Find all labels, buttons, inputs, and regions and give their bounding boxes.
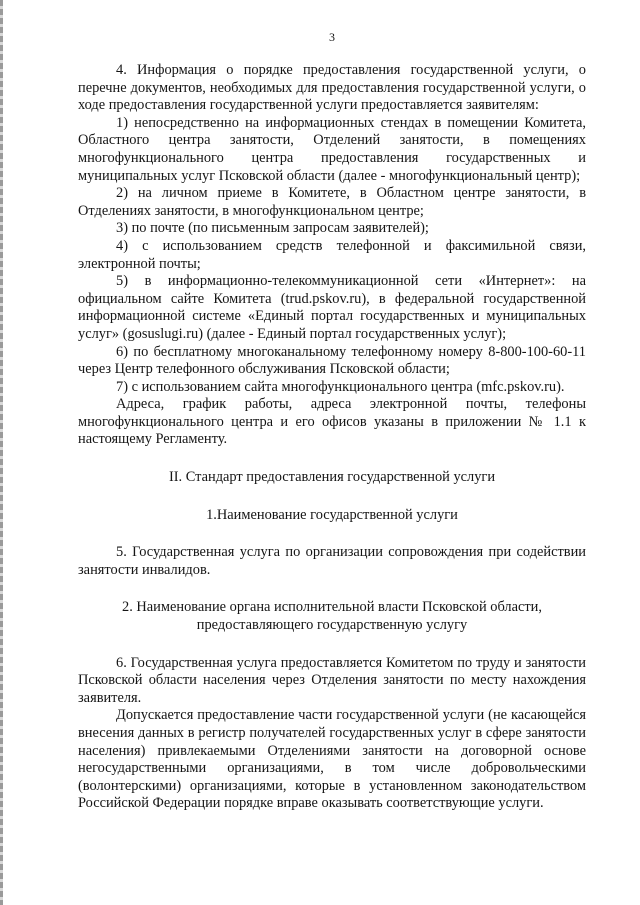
section4-item-3: 3) по почте (по письменным запросам заявителей); (116, 220, 429, 237)
paragraph-6: 6. Государственная услуга предоставляется Комитетом по труду и занятости Псковской области населения через Отделения занятости по месту нахождения заявителя. (78, 654, 586, 706)
section4-intro: 4. Информация о порядке предоставления государственной услуги, о перечне документов, необходимых для предоставления государственной услуги, о ходе предоставления государственной услуги предоставляется заявителям: (78, 62, 586, 114)
section4-item-7: 7) с использованием сайта многофункционального центра (mfc.pskov.ru). (116, 378, 565, 395)
section4-item-2: 2) на личном приеме в Комитете, в Областном центре занятости, в Отделениях занятости, в многофункциональном центре; (78, 185, 586, 219)
subsection-1-title: 1.Наименование государственной услуги (206, 506, 458, 523)
paragraph-5: 5. Государственная услуга по организации сопровождения при содействии занятости инвалидов. (78, 544, 586, 578)
page-number: 3 (329, 30, 335, 44)
scan-edge (0, 0, 3, 905)
section4-item-1: 1) непосредственно на информационных стендах в помещении Комитета, Областного центра занятости, Отделений занятости, в помещениях многофункционального центра предоставления государственных и муниципальных услуг Псковской области (далее - многофункциональный центр); (78, 114, 586, 184)
subsection-2-title-line-1: 2. Наименование органа исполнительной власти Псковской области, (122, 599, 542, 616)
section4-item-6: 6) по бесплатному многоканальному телефонному номеру 8-800-100-60-11 через Центр телефонного обслуживания Псковской области; (78, 343, 586, 378)
document-page (78, 30, 586, 813)
chapter-2-title: II. Стандарт предоставления государственной услуги (168, 469, 496, 486)
subsection-2-title-line-2: предоставляющего государственную услугу (196, 617, 468, 634)
paragraph-allowed: Допускается предоставление части государственной услуги (не касающейся внесения данных в регистр получателей государственных услуг в сфере занятости населения) привлекаемыми Отделениями занятости на договорной основе негосударственными организациями, в том числе добровольческими (волонтерскими) организациями, которые в установленном законодательством Российской Федерации порядке вправе оказывать соответствующие услуги. (78, 707, 586, 812)
section4-addresses: Адреса, график работы, адреса электронной почты, телефоны многофункционального центра и его офисов указаны в приложении № 1.1 к настоящему Регламенту. (78, 396, 586, 448)
section4-item-4: 4) с использованием средств телефонной и факсимильной связи, электронной почты; (78, 237, 586, 272)
section4-item-5: 5) в информационно-телекоммуникационной сети «Интернет»: на официальном сайте Комитета (trud.pskov.ru), в федеральной государственной информационной системе «Единый портал государственных и муниципальных услуг» (gosuslugi.ru) (далее - Единый портал государственных услуг); (78, 273, 586, 342)
